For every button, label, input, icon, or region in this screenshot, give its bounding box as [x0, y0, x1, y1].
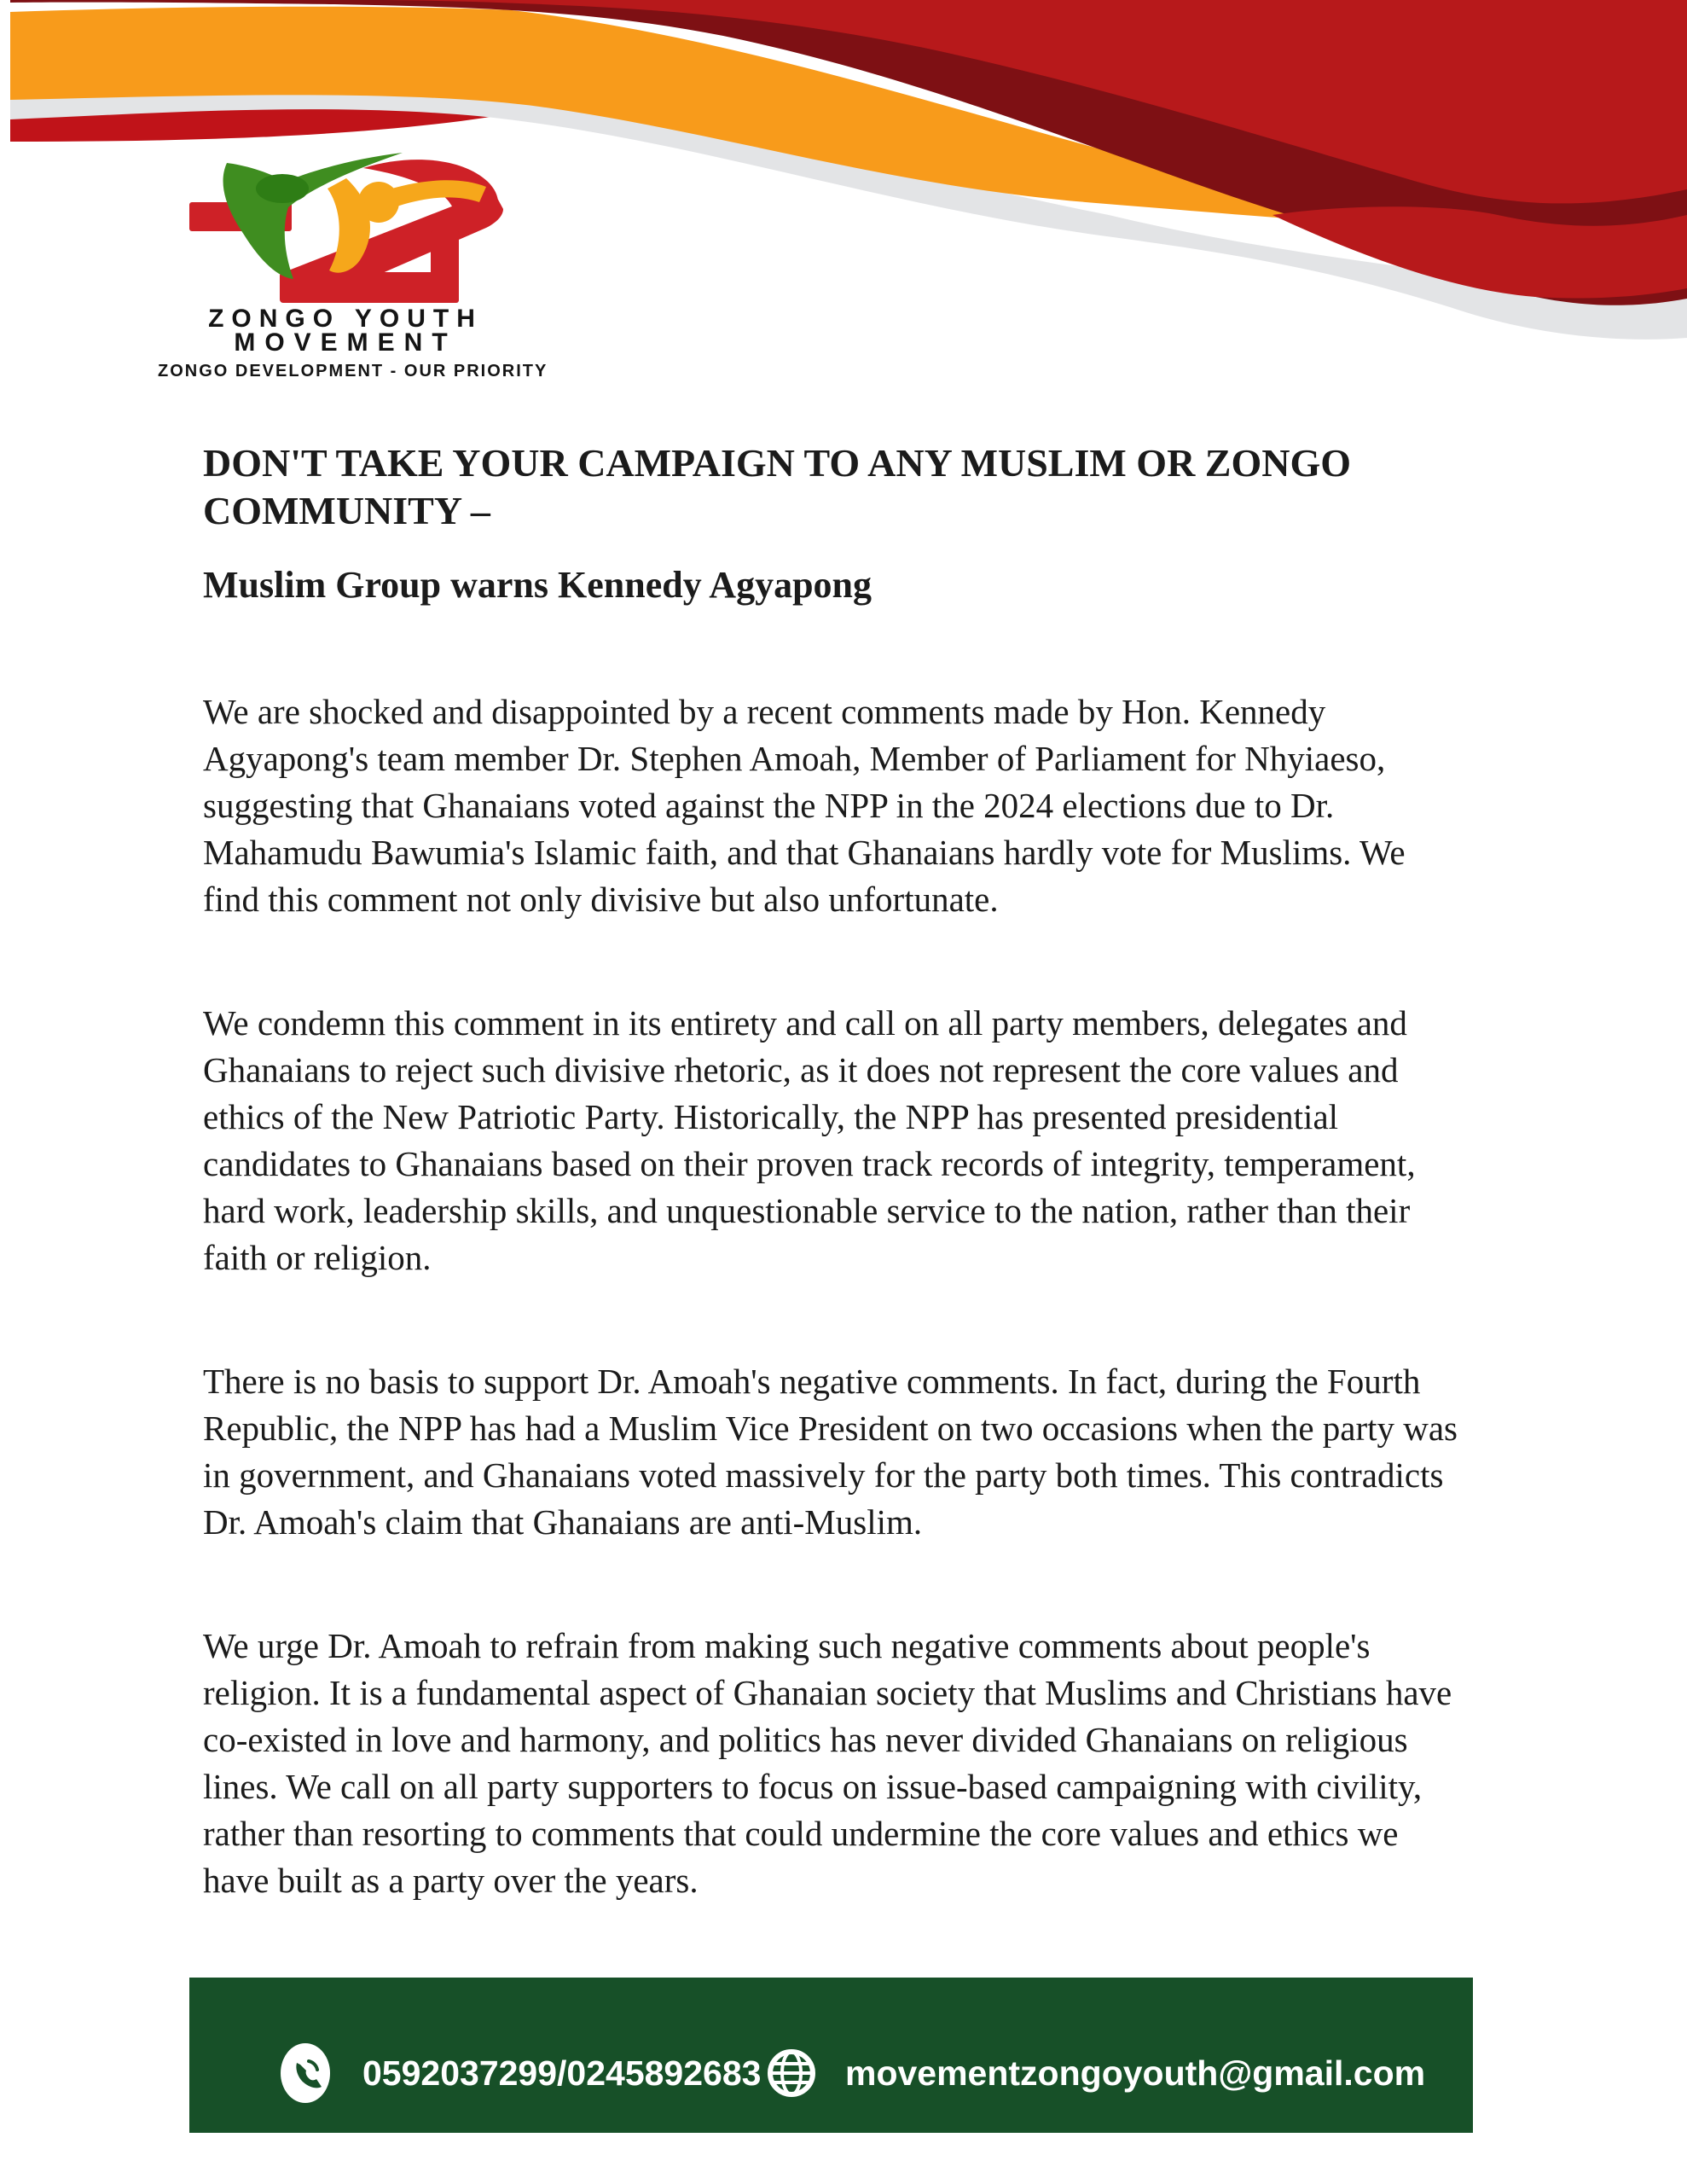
text-line: hard work, leadership skills, and unquestionable service to the nation, rather than their	[203, 1191, 1411, 1230]
text-line: suggesting that Ghanaians voted against the NPP in the 2024 elections due to Dr.	[203, 786, 1335, 825]
org-tagline: ZONGO DEVELOPMENT - OUR PRIORITY	[158, 362, 548, 380]
paragraph	[203, 1358, 1508, 1546]
zongo-youth-movement-logo	[179, 149, 503, 303]
text-line: Dr. Amoah's claim that Ghanaians are anti-Muslim.	[203, 1502, 923, 1542]
title-line-1: DON'T TAKE YOUR CAMPAIGN TO ANY MUSLIM OR ZONGO	[203, 441, 1352, 485]
page-subtitle: Muslim Group warns Kennedy Agyapong	[203, 564, 872, 606]
text-line: We condemn this comment in its entirety and call on all party members, delegates and	[203, 1003, 1407, 1043]
text-line: faith or religion.	[203, 1238, 432, 1277]
contact-footer-bar	[189, 1978, 1473, 2133]
paragraph	[203, 1623, 1508, 1904]
text-line: We are shocked and disappointed by a recent comments made by Hon. Kennedy	[203, 692, 1326, 731]
org-name-line1: ZONGO YOUTH	[208, 305, 483, 333]
paragraph	[203, 1000, 1508, 1281]
text-line: co-existed in love and harmony, and politics has never divided Ghanaians on religious	[203, 1720, 1408, 1759]
text-line: Mahamudu Bawumia's Islamic faith, and that Ghanaians hardly vote for Muslims. We	[203, 833, 1406, 872]
text-line: We urge Dr. Amoah to refrain from making such negative comments about people's	[203, 1626, 1371, 1665]
text-line: Agyapong's team member Dr. Stephen Amoah, Member of Parliament for Nhyiaeso,	[203, 739, 1386, 778]
footer-phone-numbers: 0592037299/0245892683	[362, 2053, 762, 2093]
text-line: ethics of the New Patriotic Party. Historically, the NPP has presented presidential	[203, 1097, 1339, 1136]
paragraphs	[203, 688, 1508, 1981]
globe-icon	[766, 2048, 817, 2099]
org-name-line2: MOVEMENT	[234, 328, 457, 357]
text-line: have built as a party over the years.	[203, 1861, 699, 1900]
footer-email: movementzongoyouth@gmail.com	[845, 2053, 1426, 2093]
paragraph	[203, 688, 1508, 923]
text-line: Ghanaians to reject such divisive rhetoric, as it does not represent the core values and	[203, 1050, 1399, 1089]
text-line: in government, and Ghanaians voted massively for the party both times. This contradicts	[203, 1455, 1444, 1495]
text-line: candidates to Ghanaians based on their proven track records of integrity, temperament,	[203, 1144, 1416, 1183]
page-title	[203, 439, 1499, 535]
title-line-2: COMMUNITY –	[203, 489, 490, 532]
text-line: lines. We call on all party supporters to focus on issue-based campaigning with civility,	[203, 1767, 1423, 1806]
text-line: Republic, the NPP has had a Muslim Vice President on two occasions when the party was	[203, 1409, 1458, 1448]
text-line: There is no basis to support Dr. Amoah's negative comments. In fact, during the Fourth	[203, 1362, 1421, 1401]
text-line: religion. It is a fundamental aspect of Ghanaian society that Muslims and Christians have	[203, 1673, 1452, 1712]
logo-text-block	[158, 305, 548, 381]
text-line: rather than resorting to comments that could undermine the core values and ethics we	[203, 1814, 1399, 1853]
text-line: find this comment not only divisive but also unfortunate.	[203, 880, 999, 919]
phone-icon	[278, 2042, 333, 2104]
